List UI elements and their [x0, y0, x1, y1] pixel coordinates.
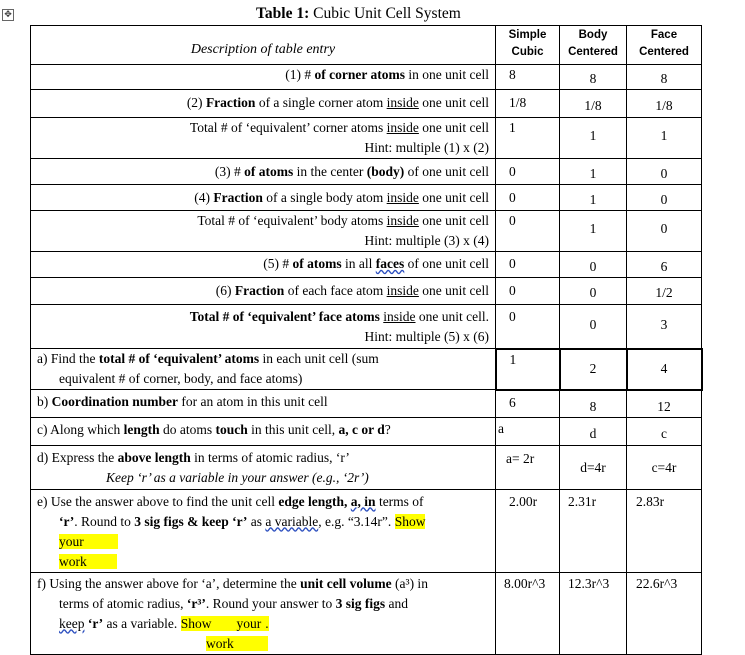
row-label: (6) Fraction of each face atom inside one unit cell: [31, 278, 496, 305]
table-row: [31, 252, 702, 278]
question-d: d) Express the above length in terms of atomic radius, ‘r’ Keep ‘r’ as a variable in your answer (e.g., ‘2r’): [31, 445, 496, 489]
cell-value: 1/2: [627, 278, 702, 305]
cell-value: 1: [560, 211, 627, 252]
cell-value: 0: [627, 211, 702, 252]
answer-cell[interactable]: a: [496, 417, 560, 445]
row-label: (3) # of atoms in the center (body) of one unit cell: [31, 159, 496, 185]
answer-cell[interactable]: c: [627, 417, 702, 445]
answer-cell[interactable]: 4: [627, 349, 702, 390]
header-row: [31, 26, 702, 65]
cell-value: 0: [496, 252, 560, 278]
answer-cell[interactable]: 22.6r^3: [627, 572, 702, 654]
answer-cell[interactable]: 2.00r: [496, 489, 560, 572]
table-row: [31, 349, 702, 390]
cell-value: 0: [627, 185, 702, 211]
table-row: [31, 211, 702, 252]
row-label: (5) # of atoms in all faces of one unit cell: [31, 252, 496, 278]
cell-value: 1/8: [627, 90, 702, 118]
table-row: [31, 390, 702, 418]
row-label: Total # of ‘equivalent’ body atoms inside one unit cell Hint: multiple (3) x (4): [31, 211, 496, 252]
cell-value: 0: [496, 278, 560, 305]
table-row: [31, 489, 702, 572]
cell-value: 1: [560, 118, 627, 159]
answer-cell[interactable]: 2.83r: [627, 489, 702, 572]
table-row: [31, 65, 702, 90]
table-move-handle-icon[interactable]: ✥: [2, 9, 14, 21]
row-label: Total # of ‘equivalent’ corner atoms inside one unit cell Hint: multiple (1) x (2): [31, 118, 496, 159]
question-f: f) Using the answer above for ‘a’, determine the unit cell volume (a³) in terms of atomic radius, ‘r³’. Round your answer to 3 sig figs and keep ‘r’ as a variable. Show your . work: [31, 572, 496, 654]
question-c: c) Along which length do atoms touch in this unit cell, a, c or d?: [31, 417, 496, 445]
cell-value: 3: [627, 305, 702, 349]
table-caption: Table 1: Cubic Unit Cell System: [256, 5, 461, 22]
table-row: [31, 185, 702, 211]
table-row: [31, 445, 702, 489]
cell-value: 0: [496, 185, 560, 211]
cell-value: 1: [560, 159, 627, 185]
cell-value: 1: [560, 185, 627, 211]
row-label: (1) # of corner atoms in one unit cell: [31, 65, 496, 90]
answer-cell[interactable]: a= 2r: [496, 445, 560, 489]
table-row: [31, 572, 702, 654]
answer-cell[interactable]: 1: [496, 349, 560, 390]
cell-value: 0: [560, 278, 627, 305]
answer-cell[interactable]: 12: [627, 390, 702, 418]
table-row: [31, 305, 702, 349]
unit-cell-table: [30, 25, 703, 655]
cell-value: 0: [560, 305, 627, 349]
answer-cell[interactable]: d: [560, 417, 627, 445]
cell-value: 0: [496, 159, 560, 185]
question-b: b) Coordination number for an atom in this unit cell: [31, 390, 496, 418]
table-row: [31, 90, 702, 118]
table-row: [31, 278, 702, 305]
cell-value: 0: [496, 305, 560, 349]
cell-value: 0: [496, 211, 560, 252]
answer-cell[interactable]: d=4r: [560, 445, 627, 489]
cell-value: 6: [627, 252, 702, 278]
cell-value: 8: [496, 65, 560, 90]
cell-value: 8: [560, 65, 627, 90]
header-description: Description of table entry: [31, 26, 496, 65]
header-simple-cubic: Simple Cubic: [496, 26, 560, 65]
answer-cell[interactable]: 2.31r: [560, 489, 627, 572]
row-label: (2) Fraction of a single corner atom inside one unit cell: [31, 90, 496, 118]
cell-value: 0: [560, 252, 627, 278]
cell-value: 1/8: [496, 90, 560, 118]
answer-cell[interactable]: 2: [560, 349, 627, 390]
cell-value: 8: [627, 65, 702, 90]
question-a: a) Find the total # of ‘equivalent’ atoms in each unit cell (sum equivalent # of corner, body, and face atoms): [31, 349, 496, 390]
answer-cell[interactable]: c=4r: [627, 445, 702, 489]
answer-cell[interactable]: 6: [496, 390, 560, 418]
cell-value: 1: [627, 118, 702, 159]
row-label: (4) Fraction of a single body atom inside one unit cell: [31, 185, 496, 211]
answer-cell[interactable]: 12.3r^3: [560, 572, 627, 654]
header-face-centered: Face Centered: [627, 26, 702, 65]
answer-cell[interactable]: 8.00r^3: [496, 572, 560, 654]
cell-value: 1: [496, 118, 560, 159]
table-row: [31, 159, 702, 185]
cell-value: 1/8: [560, 90, 627, 118]
cell-value: 0: [627, 159, 702, 185]
header-body-centered: Body Centered: [560, 26, 627, 65]
answer-cell[interactable]: 8: [560, 390, 627, 418]
row-label: Total # of ‘equivalent’ face atoms inside one unit cell. Hint: multiple (5) x (6): [31, 305, 496, 349]
table-row: [31, 417, 702, 445]
table-row: [31, 118, 702, 159]
question-e: e) Use the answer above to find the unit cell edge length, a, in terms of ‘r’. Round to 3 sig figs & keep ‘r’ as a variable, e.g. “3.14r”. Show your work: [31, 489, 496, 572]
